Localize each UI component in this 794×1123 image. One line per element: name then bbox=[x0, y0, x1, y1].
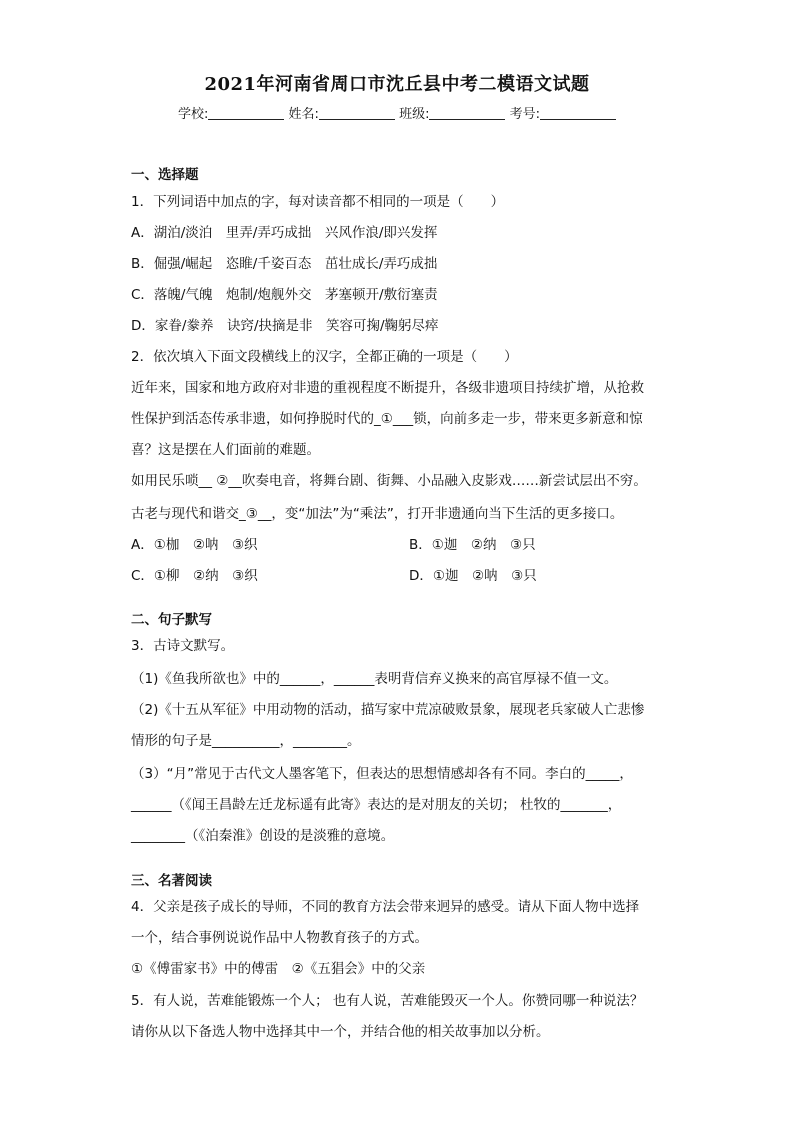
question-4-options: ①《傅雷家书》中的傅雷 ②《五猖会》中的父亲 bbox=[131, 961, 426, 977]
question-5-cont: 请你从以下备选人物中选择其中一个，并结合他的相关故事加以分析。 bbox=[131, 1024, 550, 1040]
question-3-part-3: （3）“月”常见于古代文人墨客笔下，但表达的思想情感却各有不同。李白的_____， bbox=[131, 766, 633, 782]
question-2-option-c: C．①柳 ②纳 ③织 bbox=[131, 568, 258, 584]
passage-line: 喜？这是摆在人们面前的难题。 bbox=[131, 442, 320, 458]
passage-line: 如用民乐唢__ ②__吹奏电音，将舞台剧、街舞、小品融入皮影戏……新尝试层出不穷。 bbox=[131, 473, 647, 489]
question-5: 5．有人说，苦难能锻炼一个人； 也有人说，苦难能毁灭一个人。你赞同哪一种说法？ bbox=[131, 993, 644, 1009]
page-title: 2021年河南省周口市沈丘县中考二模语文试题 bbox=[204, 74, 590, 95]
school-label: 学校: bbox=[178, 107, 209, 122]
question-3-part-2: （2)《十五从军征》中用动物的活动，描写家中荒凉破败景象，展现老兵家破人亡悲惨 bbox=[131, 702, 645, 718]
name-blank[interactable] bbox=[319, 106, 395, 120]
name-label: 姓名: bbox=[288, 107, 319, 122]
class-label: 班级: bbox=[399, 107, 430, 122]
question-1-option-d: D．家眷/豢养 诀窍/抉摘是非 笑容可掬/鞠躬尽瘁 bbox=[131, 318, 439, 334]
exam-no-label: 考号: bbox=[509, 107, 540, 122]
section-heading-choice: 一、选择题 bbox=[131, 167, 199, 183]
passage-line: 古老与现代和谐交_③__，变“加法”为“乘法”，打开非遗通向当下生活的更多接口。 bbox=[131, 506, 624, 522]
question-4: 4．父亲是孩子成长的导师，不同的教育方法会带来迥异的感受。请从下面人物中选择 bbox=[131, 899, 640, 915]
section-heading-dictation: 二、句子默写 bbox=[131, 612, 212, 628]
section-heading-reading: 三、名著阅读 bbox=[131, 873, 212, 889]
question-1-option-b: B．倔强/崛起 恣睢/千姿百态 茁壮成长/弄巧成拙 bbox=[131, 256, 438, 272]
exam-no-blank[interactable] bbox=[540, 106, 616, 120]
question-2-option-b: B．①迦 ②纳 ③只 bbox=[409, 537, 536, 553]
question-2: 2．依次填入下面文段横线上的汉字，全都正确的一项是（ ） bbox=[131, 349, 518, 365]
question-3-part-1: （1)《鱼我所欲也》中的______，______表明背信弃义换来的高官厚禄不值一文。 bbox=[131, 671, 618, 687]
question-1-option-c: C．落魄/气魄 炮制/炮舰外交 茅塞顿开/敷衍塞责 bbox=[131, 287, 438, 303]
passage-line: 近年来，国家和地方政府对非遗的重视程度不断提升，各级非遗项目持续扩增，从抢救 bbox=[131, 380, 644, 396]
school-blank[interactable] bbox=[208, 106, 284, 120]
question-3-part-3-cont: ________（《泊秦淮》创设的是淡雅的意境。 bbox=[131, 828, 395, 844]
question-1-option-a: A．湖泊/淡泊 里弄/弄巧成拙 兴风作浪/即兴发挥 bbox=[131, 225, 438, 241]
student-info-row bbox=[0, 103, 794, 122]
passage-line: 性保护到活态传承非遗，如何挣脱时代的_①___锁，向前多走一步，带来更多新意和惊 bbox=[131, 411, 643, 427]
question-2-option-d: D．①迦 ②呐 ③只 bbox=[409, 568, 537, 584]
question-3-part-3-cont: ______（《闻王昌龄左迁龙标遥有此寄》表达的是对朋友的关切； 杜牧的_______， bbox=[131, 797, 622, 813]
question-2-option-a: A．①枷 ②呐 ③织 bbox=[131, 537, 258, 553]
class-blank[interactable] bbox=[429, 106, 505, 120]
question-4-cont: 一个，结合事例说说作品中人物教育孩子的方式。 bbox=[131, 930, 428, 946]
question-3-part-2-cont: 情形的句子是__________，________。 bbox=[131, 733, 361, 749]
question-1: 1．下列词语中加点的字，每对读音都不相同的一项是（ ） bbox=[131, 194, 505, 210]
question-3: 3．古诗文默写。 bbox=[131, 638, 235, 654]
